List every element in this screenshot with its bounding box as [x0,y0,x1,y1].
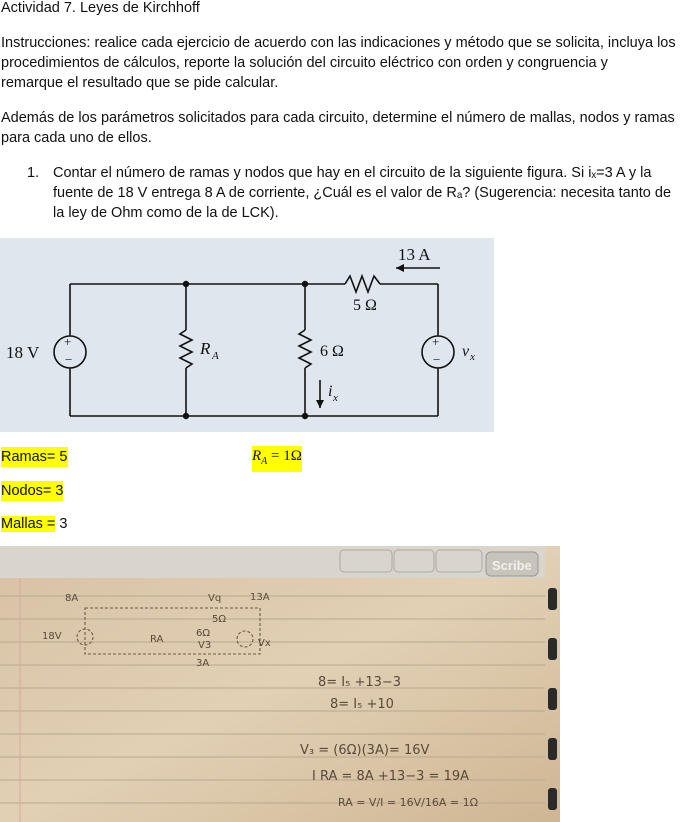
mallas-answer [1,514,68,534]
note-13a: 13A [250,592,270,603]
page-title: Actividad 7. Leyes de Kirchhoff [1,0,200,16]
vx-subscript: x [470,351,475,363]
note-eq-2: 8= I₅ +10 [330,697,394,712]
res-a-label: R [200,339,211,358]
exercise-line-2: fuente de 18 V entrega 8 A de corriente, ¿Cuál es el valor de Rₐ? (Sugerencia: necesita tanto de [53,185,672,201]
note-vx: Vx [258,638,271,649]
note-eq-4: I RA = 8A +13−3 = 19A [312,769,470,784]
handwritten-notes-photo [0,546,560,822]
instructions-line-1: Instrucciones: realice cada ejercicio de acuerdo con las indicaciones y método que se solicita, incluya los [1,35,676,51]
note-eq-3: V₃ = (6Ω)(3A)= 16V [300,743,430,758]
scribe-logo: Scribe [492,558,532,573]
instructions-line-3: remarque el resultado que se pide calcular. [1,75,279,91]
mallas-value: 3 [55,516,68,532]
current-13a-label: 13 A [398,245,431,264]
vx-label: v [462,343,470,360]
exercise-number: 1. [27,165,40,181]
res-6ohm-label: 6 Ω [320,343,344,360]
note-18v: 18V [42,631,62,642]
mallas-label: Mallas = [1,516,56,532]
ra-answer-subscript: A [261,456,268,467]
extra-line-1: Además de los parámetros solicitados para cada circuito, determine el número de mallas, nodos y ramas [1,110,675,126]
exercise-line-3: la ley de Ohm como de la de LCK). [53,205,279,221]
ra-answer [252,446,302,472]
ra-answer-value: = 1Ω [267,448,302,464]
note-ra: RA [150,634,164,645]
ix-subscript: x [333,392,338,404]
source-left-minus: − [65,352,73,367]
note-eq-1: 8= I₅ +13−3 [318,675,402,690]
note-v3: V3 [198,640,212,651]
nodos-answer: Nodos= 3 [1,483,64,499]
instructions-line-2: procedimientos de cálculos, reporte la solución del circuito eléctrico con orden y congruencia y [1,55,608,71]
note-3a: 3A [196,658,210,669]
res-a-subscript: A [212,350,219,362]
ramas-answer: Ramas= 5 [1,449,68,465]
res-5ohm-label: 5 Ω [353,297,377,314]
note-eq-5: RA = V/I = 16V/16A = 1Ω [338,796,478,809]
source-right-minus: − [433,352,441,367]
source-right-plus: + [432,334,440,349]
note-5ohm: 5Ω [212,614,227,625]
ix-label: i [328,383,333,400]
note-vq: Vq [208,593,222,604]
source-18v-label: 18 V [6,343,40,362]
note-8a: 8A [65,593,79,604]
circuit-diagram [0,238,494,432]
exercise-line-1: Contar el número de ramas y nodos que hay en el circuito de la siguiente figura. Si iₓ=3 A y la [53,165,652,181]
source-left-plus: + [64,334,72,349]
ra-answer-letter: R [252,448,262,464]
extra-line-2: para cada uno de ellos. [1,130,152,146]
note-6ohm: 6Ω [196,628,211,639]
